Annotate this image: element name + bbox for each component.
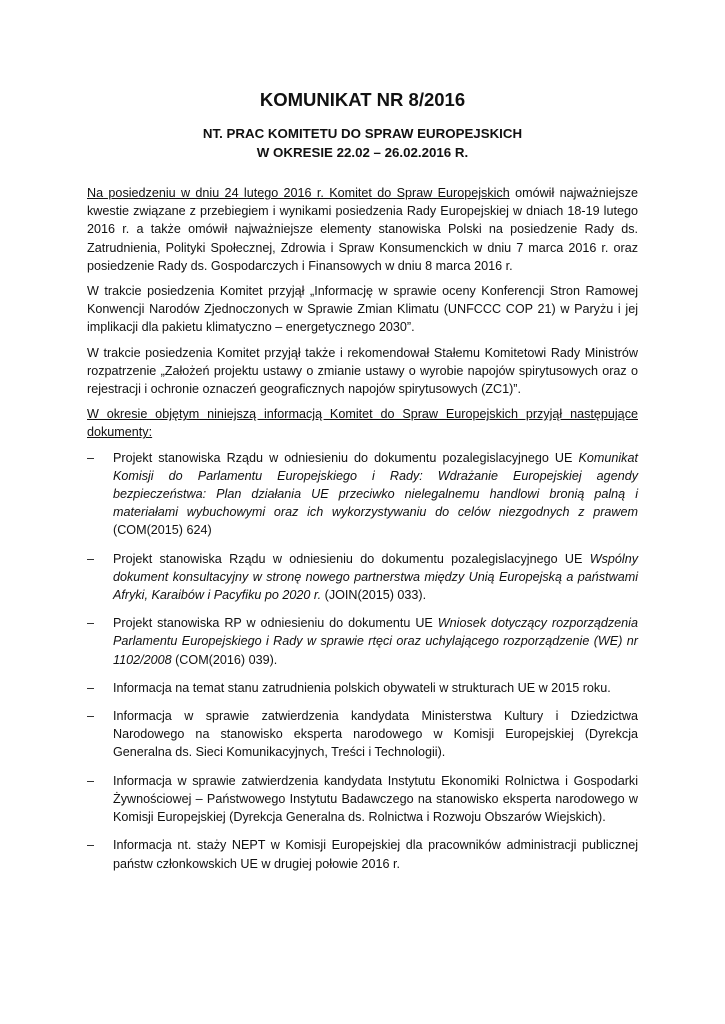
dash-bullet: – [87,551,95,566]
list-item-text: Projekt stanowiska Rządu w odniesieniu do dokumentu pozalegislacyjnego UE [113,450,579,465]
list-item-ref: (COM(2016) 039). [171,652,278,667]
list-item-text: Informacja nt. staży NEPT w Komisji Europejskiej dla pracowników administracji publicznej państw członkowskich UE w drugiej połowie 2016 r. [113,838,638,871]
list-item-ref: (JOIN(2015) 033). [321,588,427,603]
paragraph-documents-intro: W okresie objętym niniejszą informacją Komitet do Spraw Europejskich przyjął następujące dokumenty: [87,407,638,440]
list-item [87,707,638,762]
list-item-text: Informacja w sprawie zatwierdzenia kandydata Instytutu Ekonomiki Rolnictwa i Gospodarki Żywnościowej – Państwowego Instytutu Badawczego na stanowisko eksperta narodowego w Komisji Europejskiej (Dyrekcja Generalna ds. Rolnictwa i Rozwoju Obszarów Wiejskich). [113,773,638,825]
dash-bullet: – [87,709,95,724]
page-title: KOMUNIKAT NR 8/2016 [259,89,466,110]
list-item [87,449,638,540]
dash-bullet: – [87,680,95,695]
paragraph-meeting-text: omówił najważniejsze kwestie związane z przebiegiem i wynikami posiedzenia Rady Europejskiej w dniach 18-19 lutego 2016 r. a także omówił najważniejsze elementy stanowiska Polski na posiedzenie Rady ds. Zatrudnienia, Polityki Społecznej, Zdrowia i Spraw Konsumenckich w dniu 7 marca 2016 r. oraz posiedzenie Rady ds. Gospodarczych i Finansowych w dniu 8 marca 2016 r. [87,186,638,273]
list-item [87,772,638,827]
list-item-title: Komunikat Komisji do Parlamentu Europejskiego i Rady: Wdrażanie Europejskiej agendy bezpieczeństwa: Plan działania UE przeciwko nielegalnemu handlowi bronią palną i materiałami wybuchowymi oraz ich wykorzystywaniu do celów niezgodnych z prawem [113,450,638,520]
dash-bullet: – [87,838,95,853]
list-item [87,836,638,872]
list-item-text: Projekt stanowiska Rządu w odniesieniu do dokumentu pozalegislacyjnego UE [113,551,590,566]
page-subtitle [87,124,638,162]
list-item-ref: (COM(2015) 624) [113,523,212,538]
list-item-text: Projekt stanowiska RP w odniesieniu do dokumentu UE [113,616,438,631]
dash-bullet: – [87,773,95,788]
dash-bullet: – [87,616,95,631]
list-item [87,614,638,669]
paragraph-spirits: W trakcie posiedzenia Komitet przyjął także i rekomendował Stałemu Komitetowi Rady Ministrów rozpatrzenie „Założeń projektu ustawy o zmianie ustawy o wyrobie napojów spirytusowych oraz o rejestracji i ochronie oznaczeń geograficznych napojów spirytusowych (ZC1)”. [87,345,638,397]
document-content [87,88,638,883]
list-item-title: Wniosek dotyczący rozporządzenia Parlamentu Europejskiego i Rady w sprawie rtęci oraz uchylającego rozporządzenie (WE) nr 1102/2008 [113,616,638,667]
list-item [87,679,638,697]
paragraph-meeting-lead: Na posiedzeniu w dniu 24 lutego 2016 r. Komitet do Spraw Europejskich [87,186,510,200]
documents-list [87,449,638,873]
list-item [87,550,638,605]
paragraph-meeting [87,184,638,275]
dash-bullet: – [87,450,95,465]
list-item-title: Wspólny dokument konsultacyjny w stronę nowego partnerstwa między Unią Europejską a państwami Afryki, Karaibów i Pacyfiku po 2020 r. [113,551,638,603]
list-item-text: Informacja na temat stanu zatrudnienia polskich obywateli w strukturach UE w 2015 roku. [113,680,611,695]
paragraph-climate: W trakcie posiedzenia Komitet przyjął „Informację w sprawie oceny Konferencji Stron Ramowej Konwencji Narodów Zjednoczonych w Sprawie Zmian Klimatu (UNFCCC COP 21) w Paryżu i jej implikacji dla pakietu klimatyczno – energetycznego 2030”. [87,284,638,335]
subtitle-line-2: W OKRESIE 22.02 – 26.02.2016 R. [256,145,469,160]
list-item-text: Informacja w sprawie zatwierdzenia kandydata Ministerstwa Kultury i Dziedzictwa Narodowego na stanowisko eksperta narodowego w Komisji Europejskiej (Dyrekcja Generalna ds. Sieci Komunikacyjnych, Treści i Technologii). [113,709,638,760]
subtitle-line-1: NT. PRAC KOMITETU DO SPRAW EUROPEJSKICH [202,126,523,141]
